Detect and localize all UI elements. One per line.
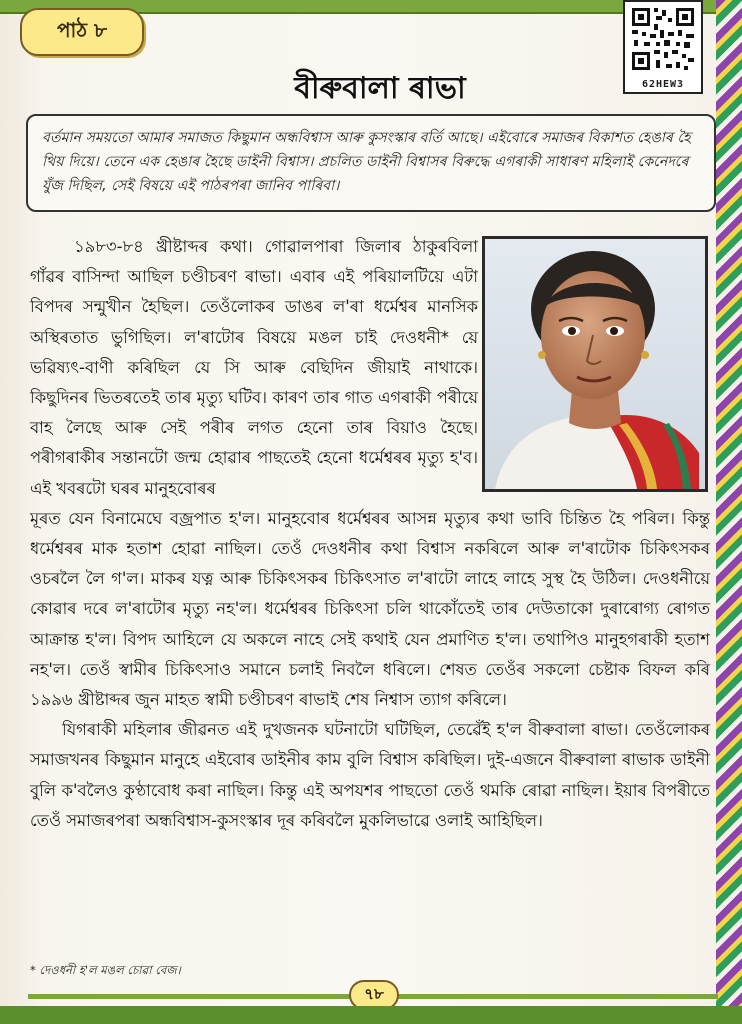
paragraph-1-continued: মূৰত যেন বিনামেঘে বজ্ৰপাত হ'ল। মানুহবোৰ ধৰ্মেশ্বৰৰ আসন্ন মৃত্যুৰ কথা ভাবি চিন্তিত হৈ পৰিল। কিন্তু ধৰ্মেশ্বৰৰ মাক হতাশ হোৱা নাছিল। তেওঁ দেওধনীৰ কথা বিশ্বাস নকৰিলে আৰু ল'ৰাটোক চিকিৎসকৰ ওচৰলৈ লৈ গ'ল। মাকৰ যত্ন আৰু চিকিৎসকৰ চিকিৎসাত ল'ৰাটো লাহে লাহে সুস্থ হৈ উঠিল। দেওধনীয়ে কোৱাৰ দৰে ল'ৰাটোৰ মৃত্যু নহ'ল। ধৰ্মেশ্বৰৰ চিকিৎসা চলি থাকোঁতেই তাৰ দেউতাকো দুৰাৰোগ্য ৰোগত আক্ৰান্ত হ'ল। বিপদ আহিলে যে অকলে নাহে সেই কথাই যেন প্ৰমাণিত হ'ল। তথাপিও মানুহগৰাকী হতাশ নহ'ল। তেওঁ স্বামীৰ চিকিৎসাও সমানে চলাই নিবলৈ ধৰিলে। শেষত তেওঁৰ সকলো চেষ্টাক বিফল কৰি ১৯৯৬ খ্ৰীষ্টাব্দৰ জুন মাহত স্বামী চণ্ডীচৰণ ৰাভাই শেষ নিশ্বাস ত্যাগ কৰিলে। — [30, 508, 710, 710]
footnote: * দেওধনী হ'ল মঙল চোৱা বেজ। — [30, 963, 181, 977]
page-number: ৭৮ — [349, 980, 399, 1010]
bottom-decorative-strip — [0, 1006, 742, 1024]
lesson-title: বীৰুবালা ৰাভা — [294, 71, 466, 106]
qr-code[interactable] — [623, 0, 703, 94]
intro-box — [26, 114, 716, 212]
qr-code-icon — [630, 6, 696, 72]
intro-text: বৰ্তমান সময়তো আমাৰ সমাজত কিছুমান অন্ধবিশ্বাস আৰু কুসংস্কাৰ বৰ্তি আছে। এইবোৰে সমাজৰ বিকাশত হেঙাৰ হৈ থিয় দিয়ে। তেনে এক হেঙাৰ হৈছে ডাইনী বিশ্বাস। প্ৰচলিত ডাইনী বিশ্বাসৰ বিৰুদ্ধে এগৰাকী সাধাৰণ মহিলাই কেনেদৰে যুঁজ দিছিল, সেই বিষয়ে এই পাঠৰপৰা জানিব পাৰিবা। — [42, 130, 691, 194]
chapter-badge: পাঠ ৮ — [20, 8, 144, 56]
paragraph-1-wrapped: ১৯৮৩-৮৪ খ্ৰীষ্টাব্দৰ কথা। গোৱালপাৰা জিলাৰ ঠাকুৰবিলা গাঁৱৰ বাসিন্দা আছিল চণ্ডীচৰণ ৰাভা। এবাৰ এই পৰিয়ালটিয়ে এটা বিপদৰ সন্মুখীন হৈছিল। তেওঁলোকৰ ডাঙৰ ল'ৰা ধৰ্মেশ্বৰ মানসিক অস্থিৰতাত ভুগিছিল। ল'ৰাটোৰ বিষয়ে মঙল চাই দেওধনী* য়ে ভৱিষ্যৎ-বাণী কৰিছিল যে সি আৰু বেছিদিন জীয়াই নাথাকে। কিছুদিনৰ ভিতৰতেই তাৰ মৃত্যু ঘটিব। কাৰণ তাৰ গাত এগৰাকী পৰীয়ে বাহ লৈছে আৰু সেই পৰীৰ লগত হেনো তাৰ বিয়াও হৈছে। পৰীগৰাকীৰ সন্তানটো জন্ম হোৱাৰ পাছতেই হেনো ধৰ্মেশ্বৰৰ মৃত্যু হ'ব। এই খবৰটো ঘৰৰ মানুহবোৰৰ — [30, 237, 478, 498]
lesson-body — [30, 232, 710, 836]
decorative-side-border — [716, 0, 742, 1024]
paragraph-2: যিগৰাকী মহিলাৰ জীৱনত এই দুখজনক ঘটনাটো ঘটিছিল, তেৱেঁই হ'ল বীৰুবালা ৰাভা। তেওঁলোকৰ সমাজখনৰ কিছুমান মানুহে এইবোৰ ডাইনীৰ কাম বুলি বিশ্বাস কৰিছিল। দুই-এজনে বীৰুবালা ৰাভাক ডাইনী বুলি ক'বলৈও কুণ্ঠাবোধ কৰা নাছিল। কিন্তু এই অপযশৰ পাছতো তেওঁ থমকি ৰোৱা নাছিল। ইয়াৰ বিপৰীতে তেওঁ সমাজৰপৰা অন্ধবিশ্বাস-কুসংস্কাৰ দূৰ কৰিবলৈ মুকলিভাৱে ওলাই আহিছিল। — [30, 720, 710, 830]
qr-code-label: 62HEW3 — [641, 79, 685, 90]
